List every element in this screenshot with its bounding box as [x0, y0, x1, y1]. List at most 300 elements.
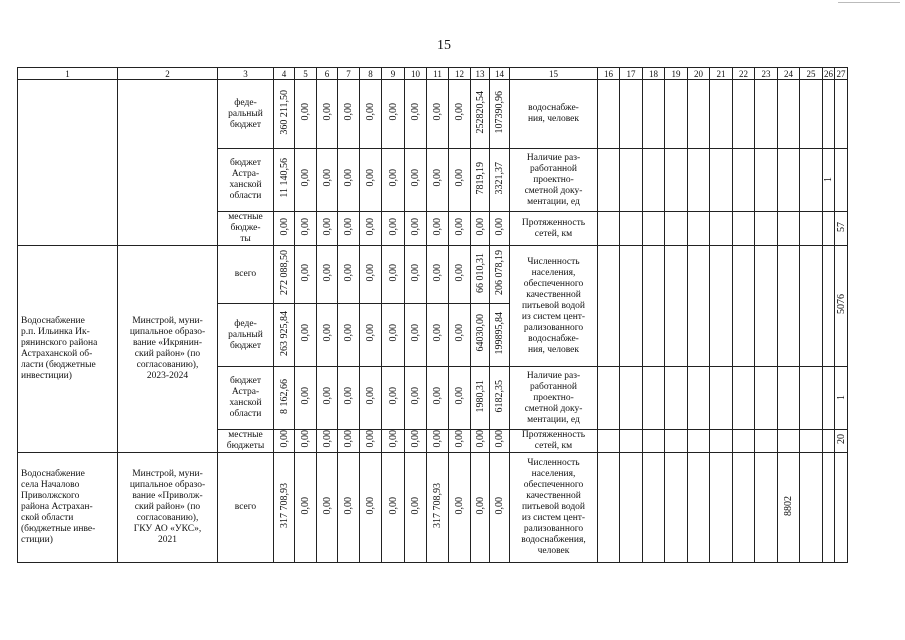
column-number: 19 — [665, 68, 688, 80]
value-cell — [490, 367, 510, 430]
target-cell — [800, 149, 823, 212]
amount: 0,00 — [494, 496, 505, 515]
amount: 0,00 — [410, 169, 421, 187]
target-cell — [688, 430, 710, 453]
target-cell — [710, 246, 733, 367]
target-cell — [733, 367, 755, 430]
target-value: 8802 — [783, 495, 794, 516]
target-cell — [620, 367, 643, 430]
target-cell — [598, 430, 620, 453]
target-cell — [643, 367, 665, 430]
value-cell — [317, 430, 338, 453]
funding-source: местные бюдже- ты — [218, 212, 274, 246]
column-number: 22 — [733, 68, 755, 80]
funding-source: феде- ральный бюджет — [218, 304, 274, 367]
amount: 0,00 — [454, 496, 465, 515]
value-cell — [317, 304, 338, 367]
column-number: 10 — [405, 68, 427, 80]
amount: 0,00 — [454, 263, 465, 282]
target-cell — [778, 212, 800, 246]
table-row — [18, 453, 848, 563]
amount: 0,00 — [410, 496, 421, 515]
value-cell — [382, 430, 405, 453]
value-cell — [338, 212, 360, 246]
value-cell — [490, 149, 510, 212]
amount: 0,00 — [365, 217, 376, 236]
target-cell — [665, 80, 688, 149]
target-cell — [733, 430, 755, 453]
amount: 0,00 — [474, 496, 486, 515]
value-cell — [274, 304, 295, 367]
amount: 8 162,66 — [278, 378, 290, 414]
target-cell — [620, 149, 643, 212]
amount: 206 078,19 — [494, 250, 505, 295]
amount: 0,00 — [300, 169, 311, 187]
value-cell — [405, 246, 427, 304]
amount: 0,00 — [300, 496, 311, 515]
value-cell — [471, 246, 490, 304]
target-cell — [823, 453, 835, 563]
target-cell — [733, 246, 755, 367]
amount: 0,00 — [300, 324, 311, 342]
amount: 0,00 — [454, 103, 465, 121]
target-cell — [598, 212, 620, 246]
target-cell — [643, 212, 665, 246]
target-cell — [755, 149, 778, 212]
value-cell — [360, 212, 382, 246]
value-cell — [405, 453, 427, 563]
project-name — [18, 80, 118, 246]
value-cell — [471, 453, 490, 563]
value-cell — [317, 367, 338, 430]
amount: 0,00 — [321, 263, 333, 282]
amount: 0,00 — [454, 217, 465, 236]
project-name: Водоснабжение р.п. Ильинка Ик- рянинского района Астраханской об- ласти (бюджетные инвестиции) — [18, 246, 118, 453]
value-cell — [471, 367, 490, 430]
target-cell — [755, 430, 778, 453]
value-cell — [490, 304, 510, 367]
funding-source: бюджет Астра- ханской области — [218, 149, 274, 212]
column-number: 11 — [427, 68, 449, 80]
indicator: Протяженность сетей, км — [510, 212, 598, 246]
amount: 317 708,93 — [432, 483, 443, 528]
value-cell — [274, 367, 295, 430]
amount: 0,00 — [387, 263, 399, 282]
target-cell — [733, 80, 755, 149]
target-cell — [823, 149, 835, 212]
amount: 0,00 — [387, 387, 399, 405]
amount: 0,00 — [454, 324, 465, 342]
value-cell — [382, 212, 405, 246]
value-cell — [405, 304, 427, 367]
amount: 0,00 — [321, 217, 333, 236]
amount: 0,00 — [410, 263, 421, 282]
column-number: 9 — [382, 68, 405, 80]
value-cell — [471, 304, 490, 367]
value-cell — [360, 246, 382, 304]
scan-edge-mark — [838, 2, 900, 3]
target-cell — [643, 246, 665, 367]
target-cell — [835, 212, 848, 246]
budget-table — [17, 67, 848, 563]
value-cell — [449, 212, 471, 246]
amount: 0,00 — [365, 263, 376, 282]
column-number: 8 — [360, 68, 382, 80]
amount: 0,00 — [387, 217, 399, 236]
target-value: 20 — [835, 434, 847, 444]
table-row — [18, 246, 848, 304]
value-cell — [295, 304, 317, 367]
target-cell — [665, 453, 688, 563]
target-cell — [688, 149, 710, 212]
value-cell — [427, 304, 449, 367]
amount: 11 140,56 — [278, 158, 290, 198]
value-cell — [405, 149, 427, 212]
target-cell — [598, 246, 620, 367]
target-cell — [823, 212, 835, 246]
value-cell — [338, 80, 360, 149]
indicator: водоснабже- ния, человек — [510, 80, 598, 149]
target-cell — [733, 453, 755, 563]
value-cell — [274, 430, 295, 453]
target-cell — [733, 149, 755, 212]
target-cell — [800, 80, 823, 149]
amount: 0,00 — [494, 430, 505, 448]
value-cell — [471, 212, 490, 246]
amount: 0,00 — [365, 496, 376, 515]
value-cell — [449, 304, 471, 367]
value-cell — [317, 246, 338, 304]
amount: 66 010,31 — [474, 252, 486, 293]
column-number: 20 — [688, 68, 710, 80]
value-cell — [405, 430, 427, 453]
amount: 0,00 — [321, 387, 333, 405]
column-number: 21 — [710, 68, 733, 80]
funding-source: феде- ральный бюджет — [218, 80, 274, 149]
column-number: 7 — [338, 68, 360, 80]
value-cell — [360, 80, 382, 149]
header-row — [18, 68, 848, 80]
amount: 0,00 — [387, 324, 399, 342]
value-cell — [295, 453, 317, 563]
target-cell — [835, 149, 848, 212]
value-cell — [360, 430, 382, 453]
target-cell — [665, 149, 688, 212]
amount: 252820,54 — [474, 90, 486, 134]
indicator: Наличие раз- работанной проектно- сметной доку- ментации, ед — [510, 149, 598, 212]
value-cell — [449, 246, 471, 304]
amount: 0,00 — [474, 430, 486, 448]
amount: 0,00 — [321, 324, 333, 342]
amount: 263 925,84 — [278, 310, 290, 356]
value-cell — [338, 453, 360, 563]
value-cell — [274, 212, 295, 246]
amount: 0,00 — [278, 430, 290, 448]
value-cell — [490, 80, 510, 149]
column-number: 16 — [598, 68, 620, 80]
amount: 7819,19 — [474, 161, 486, 195]
target-cell — [778, 453, 800, 563]
column-number: 2 — [118, 68, 218, 80]
value-cell — [317, 149, 338, 212]
value-cell — [317, 212, 338, 246]
amount: 0,00 — [343, 430, 354, 448]
value-cell — [382, 80, 405, 149]
target-cell — [620, 453, 643, 563]
column-number: 13 — [471, 68, 490, 80]
amount: 0,00 — [432, 387, 443, 405]
column-number: 4 — [274, 68, 295, 80]
amount: 0,00 — [343, 169, 354, 187]
value-cell — [490, 246, 510, 304]
amount: 0,00 — [321, 496, 333, 515]
value-cell — [427, 453, 449, 563]
value-cell — [295, 212, 317, 246]
target-cell — [800, 367, 823, 430]
value-cell — [449, 80, 471, 149]
value-cell — [295, 430, 317, 453]
column-number: 25 — [800, 68, 823, 80]
column-number: 26 — [824, 68, 833, 79]
value-cell — [382, 246, 405, 304]
value-cell — [490, 453, 510, 563]
target-cell — [835, 430, 848, 453]
target-cell — [755, 453, 778, 563]
target-cell — [710, 80, 733, 149]
value-cell — [382, 149, 405, 212]
target-cell — [778, 430, 800, 453]
target-cell — [835, 453, 848, 563]
target-cell — [688, 453, 710, 563]
funding-source: всего — [218, 453, 274, 563]
target-cell — [710, 212, 733, 246]
target-cell — [710, 367, 733, 430]
column-number: 23 — [755, 68, 778, 80]
amount: 0,00 — [432, 217, 443, 236]
value-cell — [449, 430, 471, 453]
amount: 0,00 — [343, 387, 354, 405]
amount: 0,00 — [432, 169, 443, 187]
amount: 64030,00 — [474, 314, 486, 352]
target-cell — [710, 430, 733, 453]
amount: 0,00 — [454, 430, 465, 448]
column-number: 14 — [490, 68, 510, 80]
amount: 0,00 — [494, 217, 505, 236]
column-number: 12 — [449, 68, 471, 80]
amount: 0,00 — [454, 387, 465, 405]
target-cell — [665, 246, 688, 367]
target-cell — [688, 367, 710, 430]
executor — [118, 80, 218, 246]
indicator: Протяженность сетей, км — [510, 430, 598, 453]
value-cell — [295, 149, 317, 212]
indicator: Численность населения, обеспеченного качественной питьевой водой из систем цент- рализованного водоснабже- ния, человек — [510, 246, 598, 367]
value-cell — [274, 80, 295, 149]
executor: Минстрой, муни- ципальное образо- вание «Икрянин- ский район» (по согласованию), 2023-2024 — [118, 246, 218, 453]
amount: 0,00 — [343, 263, 354, 282]
target-cell — [823, 80, 835, 149]
target-cell — [823, 246, 835, 367]
amount: 0,00 — [343, 217, 354, 236]
target-cell — [710, 453, 733, 563]
target-cell — [835, 80, 848, 149]
target-cell — [665, 367, 688, 430]
funding-source: местные бюджеты — [218, 430, 274, 453]
amount: 199895,84 — [494, 311, 505, 355]
amount: 0,00 — [410, 430, 421, 448]
value-cell — [274, 246, 295, 304]
value-cell — [427, 212, 449, 246]
value-cell — [382, 453, 405, 563]
value-cell — [382, 367, 405, 430]
target-value: 1 — [835, 394, 847, 400]
value-cell — [427, 246, 449, 304]
target-cell — [755, 212, 778, 246]
amount: 360 211,50 — [278, 89, 290, 135]
amount: 0,00 — [387, 496, 399, 515]
target-cell — [778, 246, 800, 367]
value-cell — [295, 367, 317, 430]
target-cell — [643, 149, 665, 212]
value-cell — [490, 430, 510, 453]
table-row — [18, 80, 848, 149]
amount: 0,00 — [300, 263, 311, 282]
value-cell — [317, 80, 338, 149]
value-cell — [338, 430, 360, 453]
amount: 0,00 — [321, 430, 333, 448]
amount: 0,00 — [365, 324, 376, 342]
value-cell — [427, 80, 449, 149]
target-cell — [823, 430, 835, 453]
amount: 0,00 — [410, 324, 421, 342]
column-number: 5 — [295, 68, 317, 80]
target-cell — [800, 453, 823, 563]
target-cell — [710, 149, 733, 212]
funding-source: бюджет Астра- ханской области — [218, 367, 274, 430]
amount: 0,00 — [387, 430, 399, 448]
amount: 0,00 — [410, 103, 421, 121]
value-cell — [427, 149, 449, 212]
amount: 272 088,50 — [278, 250, 290, 295]
target-value: 57 — [835, 221, 847, 232]
amount: 0,00 — [410, 217, 421, 236]
value-cell — [405, 367, 427, 430]
target-cell — [665, 430, 688, 453]
amount: 0,00 — [454, 169, 465, 187]
amount: 0,00 — [432, 324, 443, 342]
target-cell — [755, 367, 778, 430]
value-cell — [382, 304, 405, 367]
target-cell — [598, 367, 620, 430]
target-cell — [643, 453, 665, 563]
amount: 0,00 — [300, 430, 311, 448]
amount: 0,00 — [410, 387, 421, 405]
value-cell — [360, 367, 382, 430]
column-number: 3 — [218, 68, 274, 80]
amount: 0,00 — [365, 430, 376, 448]
value-cell — [338, 304, 360, 367]
amount: 1980,31 — [474, 379, 486, 413]
target-cell — [835, 246, 848, 367]
target-cell — [688, 212, 710, 246]
target-cell — [598, 80, 620, 149]
page-number: 15 — [437, 38, 451, 53]
value-cell — [405, 80, 427, 149]
amount: 0,00 — [278, 217, 290, 236]
value-cell — [427, 367, 449, 430]
column-number: 17 — [620, 68, 643, 80]
target-cell — [733, 212, 755, 246]
value-cell — [360, 453, 382, 563]
target-cell — [755, 246, 778, 367]
value-cell — [405, 212, 427, 246]
target-cell — [643, 430, 665, 453]
amount: 0,00 — [343, 324, 354, 342]
value-cell — [338, 367, 360, 430]
amount: 317 708,93 — [278, 483, 290, 528]
target-cell — [688, 246, 710, 367]
amount: 0,00 — [300, 103, 311, 121]
amount: 0,00 — [321, 103, 333, 121]
amount: 3321,37 — [494, 161, 505, 195]
target-cell — [620, 212, 643, 246]
value-cell — [449, 367, 471, 430]
amount: 0,00 — [321, 169, 333, 187]
target-cell — [778, 367, 800, 430]
value-cell — [338, 149, 360, 212]
amount: 0,00 — [300, 387, 311, 405]
amount: 0,00 — [343, 496, 354, 515]
value-cell — [274, 453, 295, 563]
target-cell — [665, 212, 688, 246]
target-cell — [620, 246, 643, 367]
funding-source: всего — [218, 246, 274, 304]
value-cell — [338, 246, 360, 304]
amount: 0,00 — [387, 103, 399, 121]
amount: 0,00 — [365, 387, 376, 405]
column-number: 6 — [317, 68, 338, 80]
amount: 0,00 — [300, 217, 311, 236]
column-number: 1 — [18, 68, 118, 80]
amount: 0,00 — [432, 263, 443, 282]
target-cell — [778, 149, 800, 212]
value-cell — [295, 246, 317, 304]
target-cell — [620, 430, 643, 453]
target-cell — [755, 80, 778, 149]
amount: 0,00 — [474, 217, 486, 236]
value-cell — [449, 453, 471, 563]
executor: Минстрой, муни- ципальное образо- вание «Приволж- ский район» (по согласованию), ГКУ АО «УКС», 2021 — [118, 453, 218, 563]
column-number: 24 — [778, 68, 800, 80]
amount: 0,00 — [343, 103, 354, 121]
target-cell — [823, 367, 835, 430]
value-cell — [471, 149, 490, 212]
value-cell — [490, 212, 510, 246]
target-cell — [643, 80, 665, 149]
target-cell — [688, 80, 710, 149]
target-cell — [835, 367, 848, 430]
value-cell — [317, 453, 338, 563]
amount: 6182,35 — [494, 379, 505, 413]
target-value: 5076 — [835, 294, 847, 314]
amount: 0,00 — [365, 169, 376, 187]
column-number: 27 — [836, 68, 846, 79]
target-cell — [598, 149, 620, 212]
value-cell — [449, 149, 471, 212]
target-cell — [800, 246, 823, 367]
target-cell — [800, 212, 823, 246]
target-cell — [620, 80, 643, 149]
